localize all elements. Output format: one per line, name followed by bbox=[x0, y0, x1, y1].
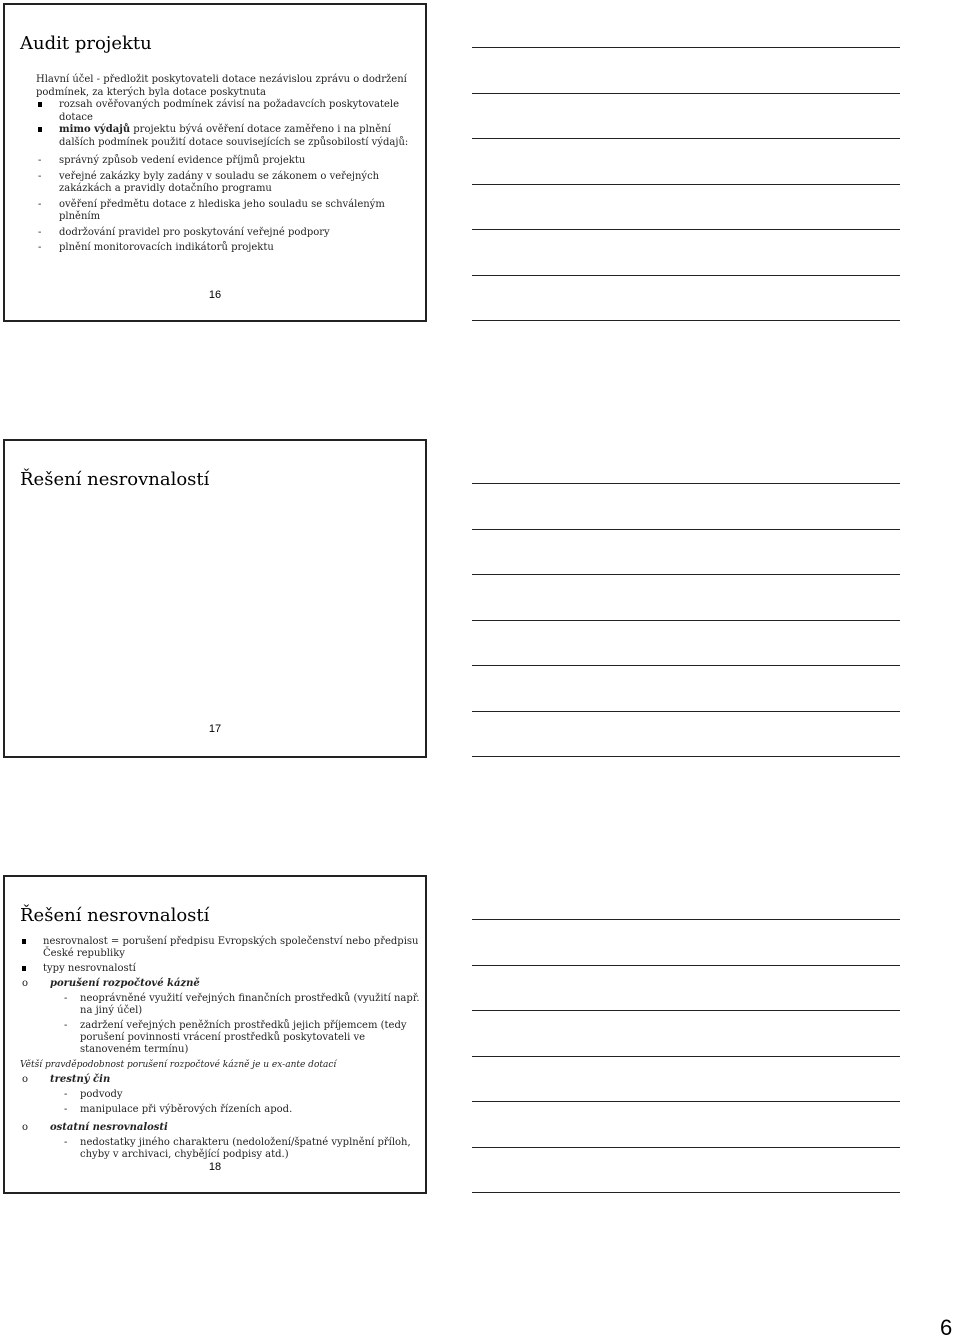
circle-item bbox=[20, 1122, 420, 1134]
note-line bbox=[472, 1101, 900, 1102]
circle-marker: o bbox=[22, 1122, 29, 1133]
note-line bbox=[472, 229, 900, 230]
dash-item bbox=[20, 993, 420, 1017]
dash-text: plnění monitorovacích indikátorů projektu bbox=[59, 242, 274, 253]
dash-marker: - bbox=[64, 1020, 68, 1031]
note-line bbox=[472, 620, 900, 621]
dash-item bbox=[20, 1137, 420, 1161]
dash-item bbox=[36, 242, 426, 255]
dash-item bbox=[36, 171, 426, 196]
note-line bbox=[472, 483, 900, 484]
dash-marker: - bbox=[64, 1137, 68, 1148]
dash-text: správný způsob vedení evidence příjmů projektu bbox=[59, 155, 306, 166]
dash-marker: - bbox=[38, 242, 42, 253]
slide-body bbox=[36, 74, 426, 255]
page-number: 6 bbox=[940, 1315, 953, 1340]
slide-body bbox=[20, 936, 420, 1161]
slide-title: Audit projektu bbox=[20, 33, 152, 54]
dash-item bbox=[20, 1020, 420, 1056]
bullet-item bbox=[36, 124, 426, 149]
dash-marker: - bbox=[38, 226, 42, 238]
dash-text: neoprávněné využití veřejných finančních prostředků (využití např. na jiný účel) bbox=[80, 993, 420, 1016]
circle-item bbox=[20, 1074, 420, 1086]
note-line bbox=[472, 93, 900, 94]
circle-item bbox=[20, 978, 420, 990]
slide-title: Řešení nesrovnalostí bbox=[20, 469, 210, 490]
bold-lead: mimo výdajů bbox=[59, 124, 131, 135]
dash-text: ověření předmětu dotace z hlediska jeho souladu se schváleným plněním bbox=[59, 198, 385, 222]
note-line bbox=[472, 756, 900, 757]
note-line bbox=[472, 320, 900, 321]
circle-text: porušení rozpočtové kázně bbox=[50, 978, 200, 989]
slide-number: 18 bbox=[208, 1161, 222, 1173]
dash-item bbox=[20, 1089, 420, 1101]
dash-marker: - bbox=[38, 198, 42, 210]
bullet-item: typy nesrovnalostí bbox=[20, 963, 420, 975]
dash-text: dodržování pravidel pro poskytování veřejné podpory bbox=[59, 226, 330, 238]
note-line bbox=[472, 1147, 900, 1148]
slide-17 bbox=[3, 439, 427, 758]
circle-marker: o bbox=[22, 978, 29, 989]
slide-16 bbox=[3, 3, 427, 322]
note-line bbox=[472, 965, 900, 966]
note-line bbox=[472, 275, 900, 276]
dash-text: nedostatky jiného charakteru (nedoložení/špatné vyplnění příloh, chyby v archivaci, chybějící podpisy atd.) bbox=[80, 1137, 411, 1160]
note-line bbox=[472, 711, 900, 712]
bullet-text: projektu bývá ověření dotace zaměřeno i na plnění dalších podmínek použití dotace souvisejících se způsobilostí výdajů: bbox=[59, 124, 409, 148]
slide-number: 17 bbox=[208, 723, 222, 735]
note-line bbox=[472, 665, 900, 666]
dash-item bbox=[20, 1104, 420, 1116]
dash-text: manipulace při výběrových řízeních apod. bbox=[80, 1104, 293, 1115]
note-line bbox=[472, 574, 900, 575]
note-line bbox=[472, 1056, 900, 1057]
note-line bbox=[472, 184, 900, 185]
dash-marker: - bbox=[64, 993, 68, 1004]
slide-18 bbox=[3, 875, 427, 1194]
circle-marker: o bbox=[22, 1074, 29, 1085]
circle-text: ostatní nesrovnalosti bbox=[50, 1122, 168, 1133]
dash-text: podvody bbox=[80, 1089, 123, 1100]
bullet-item: rozsah ověřovaných podmínek závisí na požadavcích poskytovatele dotace bbox=[36, 99, 426, 124]
dash-item bbox=[36, 199, 426, 224]
slide-number: 16 bbox=[208, 289, 222, 301]
intro-paragraph: Hlavní účel - předložit poskytovateli dotace nezávislou zprávu o dodržení podmínek, za kterých byla dotace poskytnuta bbox=[36, 74, 407, 98]
dash-marker: - bbox=[64, 1089, 68, 1100]
note-line bbox=[472, 1192, 900, 1193]
note-line bbox=[472, 138, 900, 139]
note-line bbox=[472, 1010, 900, 1011]
circle-text: trestný čin bbox=[50, 1074, 111, 1085]
italic-note: Větší pravděpodobnost porušení rozpočtové kázně je u ex-ante dotací bbox=[20, 1060, 337, 1070]
dash-item bbox=[36, 155, 426, 168]
dash-marker: - bbox=[38, 155, 42, 166]
note-line bbox=[472, 47, 900, 48]
slide-title: Řešení nesrovnalostí bbox=[20, 905, 210, 926]
bullet-item: nesrovnalost = porušení předpisu Evropských společenství nebo předpisu České republiky bbox=[20, 936, 420, 960]
note-line bbox=[472, 529, 900, 530]
dash-item bbox=[36, 227, 426, 240]
dash-marker: - bbox=[38, 170, 42, 182]
dash-text: zadržení veřejných peněžních prostředků jejich příjemcem (tedy porušení povinnosti vrácení prostředků poskytovateli ve stanoveném termínu) bbox=[80, 1020, 407, 1055]
dash-marker: - bbox=[64, 1104, 68, 1115]
note-line bbox=[472, 919, 900, 920]
dash-text: veřejné zakázky byly zadány v souladu se zákonem o veřejných zakázkách a pravidly dotačního programu bbox=[59, 170, 380, 194]
